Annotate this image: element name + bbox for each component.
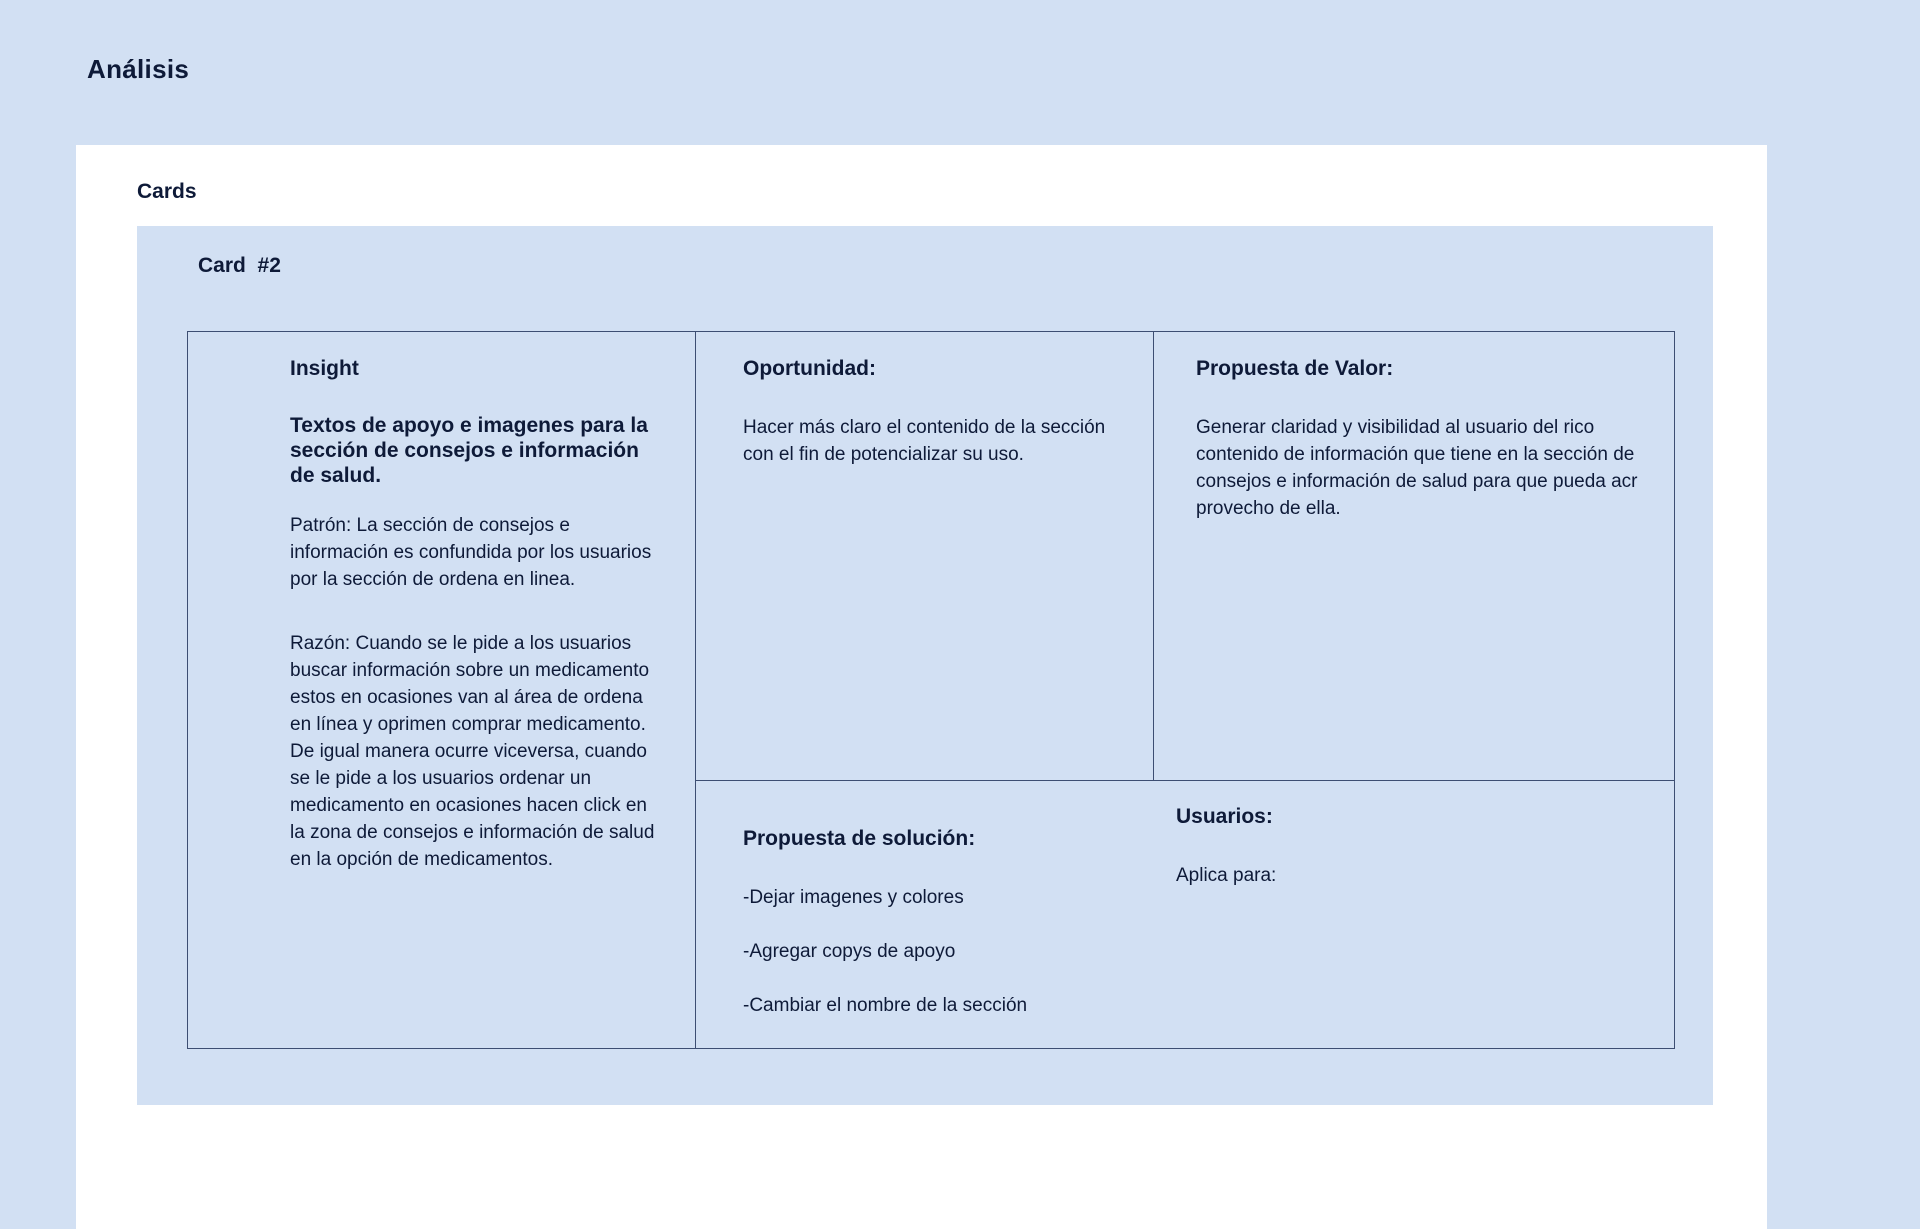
- solution-item: -Dejar imagenes y colores: [743, 887, 964, 908]
- solution-item: -Cambiar el nombre de la sección: [743, 995, 1028, 1016]
- insight-heading: Insight: [290, 357, 359, 380]
- opportunity-text: Hacer más claro el contenido de la sección con el fin de potencializar su uso.: [743, 417, 1106, 465]
- cards-panel: [76, 145, 1767, 1229]
- users-heading: Usuarios:: [1176, 805, 1273, 828]
- grid-divider-horizontal: [695, 780, 1674, 781]
- opportunity-heading: Oportunidad:: [743, 357, 876, 380]
- grid-divider-vertical-left: [695, 332, 696, 1048]
- panel-title: Cards: [137, 180, 197, 203]
- solution-item: -Agregar copys de apoyo: [743, 941, 956, 962]
- card-grid: [187, 331, 1675, 1049]
- insight-headline: Textos de apoyo e imagenes para la sección de consejos e información de salud.: [290, 414, 648, 487]
- card: [137, 226, 1713, 1105]
- card-title: Card #2: [198, 254, 281, 277]
- solution-cell: [743, 827, 1163, 1019]
- insight-reason: Razón: Cuando se le pide a los usuarios buscar información sobre un medicamento estos en ocasiones van al área de ordena en línea y oprimen comprar medicamento. De igual manera ocurre viceversa, cuando se le pide a los usuarios ordenar un medicamento en ocasiones hacen click en la zona de consejos e información de salud en la opción de medicamentos.: [290, 633, 655, 870]
- grid-divider-vertical-right: [1153, 332, 1154, 780]
- insight-pattern: Patrón: La sección de consejos e información es confundida por los usuarios por la sección de ordena en linea.: [290, 515, 652, 590]
- value-proposition-heading: Propuesta de Valor:: [1196, 357, 1394, 380]
- users-applies-label: Aplica para:: [1176, 865, 1277, 886]
- opportunity-cell: [743, 357, 1123, 468]
- insight-cell: [290, 357, 660, 873]
- value-proposition-cell: [1196, 357, 1646, 522]
- page-title: Análisis: [87, 54, 190, 84]
- value-proposition-text: Generar claridad y visibilidad al usuario del rico contenido de información que tiene en la sección de consejos e información de salud para que pueda acr provecho de ella.: [1196, 417, 1638, 519]
- solution-heading: Propuesta de solución:: [743, 827, 976, 850]
- users-cell: [1176, 805, 1626, 889]
